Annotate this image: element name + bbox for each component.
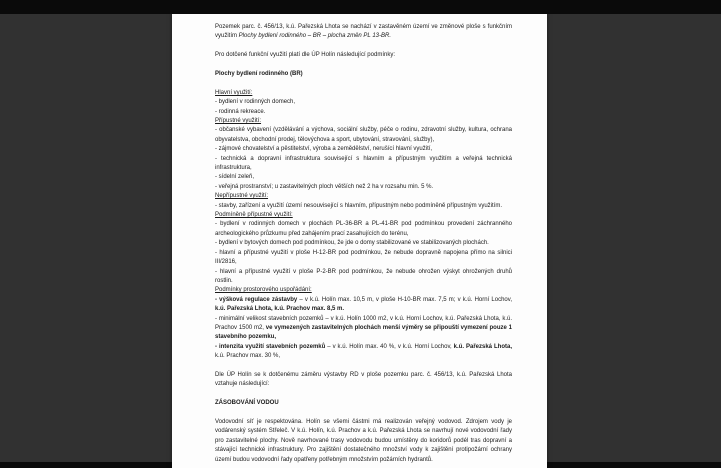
text-segment: Podmínky prostorového uspořádání: [215,287,312,294]
document-text [215,23,512,465]
text-segment: ZÁSOBOVÁNÍ VODOU [215,400,279,407]
text-segment: - bydlení v rodinných domech, [215,99,296,106]
text-segment: Plochy bydlení rodinného – BR – plocha změn PL 13-BR. [238,33,391,40]
list-item [215,202,512,211]
text-segment: Přípustné využití: [215,118,262,125]
subheading-nepripustne-vyuziti [215,192,512,201]
heading-zasobovani-vodou [215,399,512,408]
text-segment: Nepřípustné využití: [215,193,269,200]
list-item [215,145,512,154]
text-segment: - bydlení v bytových domech pod podmínkou, že jde o domy stabilizované ve stabilizovaných plochách. [215,240,489,247]
dle-up-paragraph [215,371,512,390]
text-segment: - občanské vybavení (vzdělávání a výchova, sociální služby, péče o rodinu, zdravotní služby, kultura, ochrana obyvatelstva, obchodní prodej, tělovýchova a sport, ubytování, stravování, služby), [215,127,512,143]
text-segment: Podmíněně přípustné využití: [215,212,293,219]
list-item [215,108,512,117]
text-segment: – v k.ú. Holín max. 40 %, v k.ú. Horní Lochov, [325,343,454,350]
list-item [215,155,512,174]
text-segment: ve vymezených zastavitelných plochách menší výměry se připouští vymezení pouze 1 stavebního pozemku, [215,324,512,341]
list-item [215,296,512,315]
text-segment: - intenzita využití stavebních pozemků [215,343,326,350]
text-segment: - sídelní zeleň, [215,174,255,181]
text-segment: k.ú. Prachov max. 30 %, [215,353,281,360]
text-segment: Dle ÚP Holín se k dotčenému záměru výstavby RD v ploše pozemku parc. č. 456/13, k.ú. Pařezská Lhota vztahuje následující: [215,371,512,388]
heading-plochy-bydleni-rodinneho [215,70,512,79]
list-item [215,173,512,182]
document-page[interactable] [172,14,547,468]
text-segment: - rodinná rekreace. [215,108,266,115]
text-segment: Pro dotčené funkční využití platí dle ÚP Holín následující podmínky: [215,52,395,59]
text-segment: - zájmové chovatelství a pěstitelství, výroba a zemědělství, nerušící hlavní využití, [215,146,433,153]
text-segment: Vodovodní síť je respektována. Holín se všemi částmi má realizován veřejný vodovod. Zdrojem vody je vodárenský systém Střeleč. V k.ú. Holín, k.ú. Prachov a k.ú. Pařezská Lhota se navrhují nové vodovodní řady pro zastavitelné plochy. Nově navrhované trasy vodovodu budou umístěny do koridorů podél tras dopravní a stávající technické infrastruktury. Pro zajištění dostatečného množství vody k zajištění protipožární ochrany území budou vodovodní řady opatřeny potřebným množstvím požárních hydrantů. [215,418,512,463]
text-segment: k.ú. Pařezská Lhota, [453,343,512,350]
vodovod-paragraph [215,418,512,465]
list-item [215,98,512,107]
text-segment: - bydlení v rodinných domech v plochách PL-36-BR a PL-41-BR pod podmínkou provedení záchranného archeologického průzkumu před zahájením prací zasahujících do terénu, [215,221,512,237]
list-item [215,126,512,145]
text-segment: Hlavní využití: [215,89,253,96]
intro-paragraph [215,23,512,42]
text-segment: - hlavní a přípustné využití v ploše P-2-BR pod podmínkou, že nebude ohrožen výskyt ohrožených druhů rostlin. [215,268,512,284]
subheading-podminene-pripustne-vyuziti [215,211,512,220]
text-segment: - technická a dopravní infrastruktura související s hlavním a přípustným využitím a veřejná technická infrastruktura, [215,155,512,172]
subheading-podminky-prostoroveho-usporadani [215,286,512,295]
text-segment: – v k.ú. Holín max. 10,5 m, v ploše H-10-BR max. 7,5 m; v k.ú. Horní Lochov, [297,296,512,303]
subheading-pripustne-vyuziti [215,117,512,126]
list-item [215,343,512,362]
list-item [215,220,512,239]
text-segment: - minimální velikost stavebních pozemků – v k.ú. Holín 1000 m2, v k.ú. Horní Lochov, k.ú. Pařezská Lhota, k.ú. Prachov 1500 m2, [215,315,512,331]
top-letterbox-bar [0,0,721,14]
list-item [215,249,512,268]
text-segment: Plochy bydlení rodinného (BR) [215,71,303,77]
text-segment: Pozemek parc. č. 456/13, k.ú. Pařezská Lhota se nachází v zastavěném území ve změnové ploše s funkčním využitím [215,24,512,40]
text-segment: - veřejná prostranství; u zastavitelných ploch větších než 2 ha v rozsahu min. 5 %. [215,183,434,190]
text-segment: k.ú. Pařezská Lhota, k.ú. Prachov max. 8,5 m. [215,306,345,313]
conditions-intro-paragraph [215,51,512,60]
text-segment: - hlavní a přípustné využití v ploše H-12-BR pod podmínkou, že nebude dopravně napojena přímo na silnici III/2816, [215,249,512,266]
list-item [215,268,512,287]
text-segment: - stavby, zařízení a využití území nesouvisející s hlavním, přípustným nebo podmíněně přípustným využitím. [215,202,503,209]
text-segment: - výšková regulace zástavby [215,296,298,303]
subheading-hlavni-vyuziti [215,89,512,98]
list-item [215,315,512,343]
list-item [215,183,512,192]
list-item [215,239,512,248]
